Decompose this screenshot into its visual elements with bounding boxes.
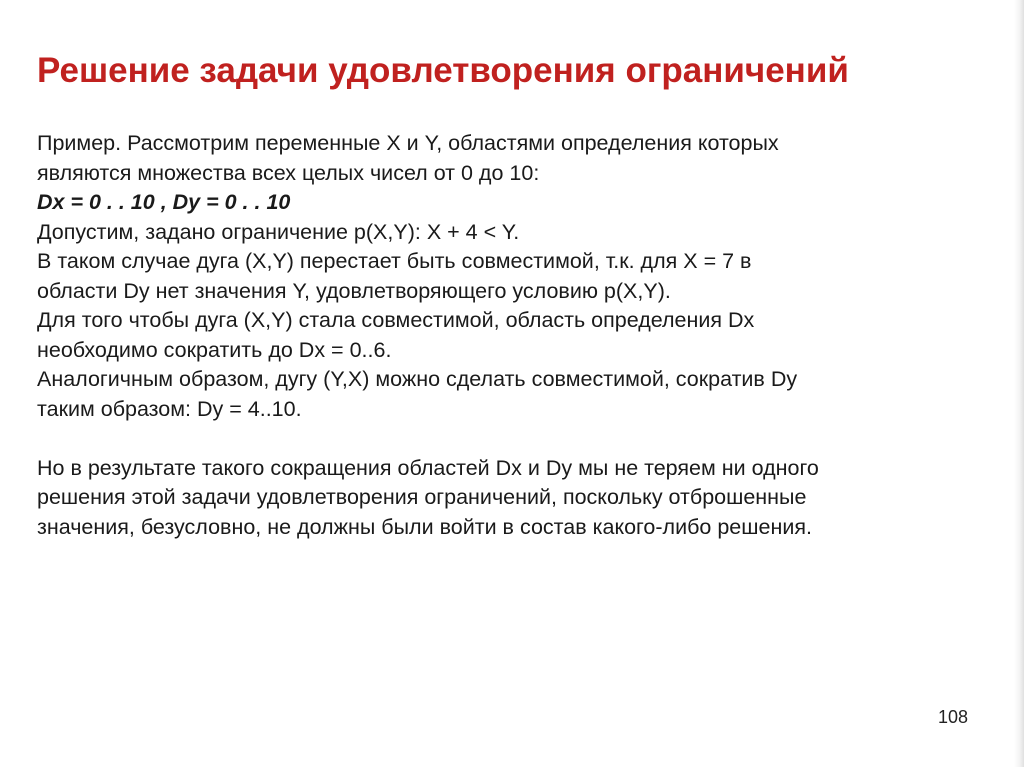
body-line-constraint: Допустим, задано ограничение p(X,Y): X + 4 < Y. xyxy=(37,219,520,244)
body-line-arc-incompatible-cont: области Dy нет значения Y, удовлетворяющего условию p(X,Y). xyxy=(37,278,671,303)
page-number: 108 xyxy=(937,707,968,727)
body-line-domains-description: являются множества всех целых чисел от 0 до 10: xyxy=(37,160,540,185)
paragraph-gap xyxy=(37,424,997,454)
slide-body xyxy=(37,129,997,542)
body-line-domains-formula: Dx = 0 . . 10 , Dy = 0 . . 10 xyxy=(37,190,291,214)
body-line-example-intro: Пример. Рассмотрим переменные X и Y, областями определения которых xyxy=(37,131,779,155)
body-line-reduce-dx: Для того чтобы дуга (X,Y) стала совместимой, область определения Dx xyxy=(37,308,755,332)
body-line-reduce-dy: Аналогичным образом, дугу (Y,X) можно сделать совместимой, сократив Dy xyxy=(37,367,798,391)
body-line-reduce-dx-cont: необходимо сократить до Dx = 0..6. xyxy=(37,337,392,362)
body-line-reduce-dy-cont: таким образом: Dy = 4..10. xyxy=(37,396,302,421)
body-line-conclusion-cont-1: решения этой задачи удовлетворения ограничений, поскольку отброшенные xyxy=(37,485,807,509)
slide-title: Решение задачи удовлетворения ограничений xyxy=(37,51,849,90)
body-line-arc-incompatible: В таком случае дуга (X,Y) перестает быть совместимой, т.к. для X = 7 в xyxy=(37,249,752,273)
slide-edge-shadow xyxy=(1014,0,1024,767)
body-line-conclusion: Но в результате такого сокращения областей Dx и Dy мы не теряем ни одного xyxy=(37,455,819,480)
body-line-conclusion-cont-2: значения, безусловно, не должны были войти в состав какого-либо решения. xyxy=(37,514,812,539)
